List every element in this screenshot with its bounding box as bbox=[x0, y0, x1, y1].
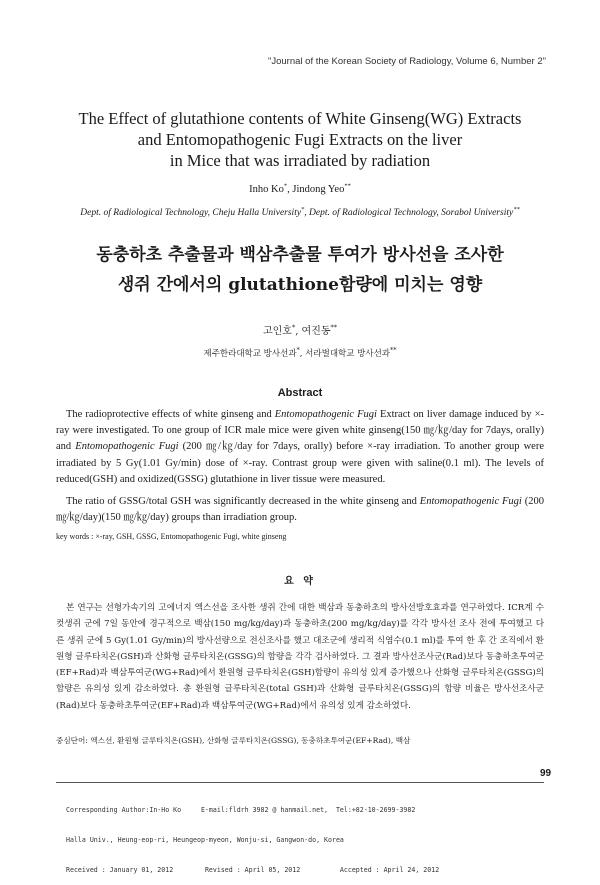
abstract-italic-term: Entomopathogenic Fugi bbox=[75, 441, 179, 453]
english-title-line: The Effect of glutathione contents of White Ginseng(WG) Extracts bbox=[78, 109, 522, 128]
abstract-italic-term: Entomopathogenic Fugi bbox=[274, 409, 377, 420]
affiliation-mark: * bbox=[301, 205, 305, 213]
abstract-text: The radioprotective effects of white ginseng and bbox=[66, 409, 275, 420]
page-number: 99 bbox=[540, 768, 552, 779]
affiliation-mark: * bbox=[291, 323, 296, 332]
journal-header: "Journal of the Korean Society of Radiology, Volume 6, Number 2" bbox=[267, 56, 546, 67]
affiliation-mark: ** bbox=[513, 205, 520, 213]
footer-divider bbox=[56, 782, 544, 783]
abstract-text: Extract on liver damage induced by ×-ray were investigated. To one group of ICR male mice were given white ginseng(150 ㎎/㎏/day for 7days, orally) and bbox=[56, 409, 544, 453]
author-name: Inho Ko bbox=[249, 184, 284, 195]
english-title bbox=[40, 108, 560, 171]
affiliation-mark: ** bbox=[390, 346, 397, 355]
abstract-body bbox=[56, 407, 544, 526]
affiliation-text: , 서라벌대학교 방사선과 bbox=[299, 349, 390, 359]
korean-title-line: 동충하초 추출물과 백삼추출물 투여가 방사선을 조사한 bbox=[96, 245, 504, 265]
abstract-text: (200 ㎎/㎏/day for 7days, orally) before ×-ray irradiation. To another group were irradiated by 5 Gy(1.01 Gy/min) dose of ×-ray. Contrast group were given with saline(0.1 ml). The levels of reduced(GSH) and oxidized(GSSG) glutathione in liver tissue were measured. bbox=[56, 441, 544, 485]
abstract-text: The ratio of GSSG/total GSH was significantly decreased in the white ginseng and bbox=[66, 496, 420, 508]
english-title-line: and Entomopathogenic Fugi Extracts on the liver bbox=[137, 130, 463, 149]
abstract-paragraph bbox=[56, 494, 544, 526]
affiliation-text: Dept. of Radiological Technology, Cheju Halla University bbox=[80, 208, 302, 218]
affiliation-text: 제주한라대학교 방사선과 bbox=[203, 349, 297, 359]
english-affiliations bbox=[20, 205, 580, 218]
english-authors bbox=[0, 184, 600, 195]
english-title-line: in Mice that was irradiated by radiation bbox=[169, 151, 431, 170]
abstract-text: (200 ㎎/㎏/day)(150 ㎎/㎏/day) groups than irradiation group. bbox=[56, 496, 545, 524]
affiliation-text: , Dept. of Radiological Technology, Sorabol University bbox=[304, 208, 514, 218]
author-separator: , bbox=[295, 326, 302, 337]
affiliation-mark: ** bbox=[344, 182, 351, 190]
korean-title bbox=[30, 240, 570, 300]
korean-title-line: 생쥐 간에서의 glutathione함량에 미치는 영향 bbox=[117, 275, 483, 295]
footer-line: Received : January 01, 2012 Revised : April 05, 2012 Accepted : April 24, 2012 bbox=[66, 866, 440, 874]
korean-affiliations bbox=[0, 347, 600, 359]
korean-keywords: 중심단어: 엑스선, 환원형 글루타치온(GSH), 산화형 글루타치온(GSSG), 동충하초투여군(EF+Rad), 백삼 bbox=[56, 736, 411, 745]
footer-line: Halla Univ., Heung-eop-ri, Heungeop-myeon, Wonju-si, Gangwon-do, Korea bbox=[66, 836, 344, 844]
abstract-paragraph bbox=[56, 407, 544, 488]
correspondence-footer bbox=[66, 785, 536, 885]
english-keywords: key words : ×-ray, GSH, GSSG, Entomopathogenic Fugi, white ginseng bbox=[56, 532, 287, 541]
affiliation-mark: * bbox=[283, 182, 288, 190]
abstract-italic-term: Entomopathogenic Fugi bbox=[419, 496, 522, 508]
author-name: 여진동 bbox=[301, 326, 331, 337]
author-separator: , bbox=[287, 184, 293, 195]
footer-line: Corresponding Author:In-Ho Ko E-mail:fldrh 3982 @ hanmail.net, Tel:+82-10-2699-3982 bbox=[66, 806, 416, 814]
author-name: Jindong Yeo bbox=[292, 184, 345, 195]
korean-abstract-body: 본 연구는 선형가속기의 고에너지 엑스선을 조사한 생쥐 간에 대한 백삼과 동충하초의 방사선방호효과를 연구하였다. ICR계 수컷생쥐 군에 7일 동안에 경구적으로 백삼(150 mg/kg/day)과 동충하초(200 mg/kg/day)를 각각 방사선 조사 전에 투여했고 다른 생쥐 군에 5 Gy(1.01 Gy/min)의 방사선량으로 전신조사를 했고 대조군에 생리적 식염수(0.1 ml)를 투여 한 후 간 조직에서 환원형 글루타치온(GSH)과 산화형 글루타치온(GSSG)의 함량을 각각 검사하였다. 그 결과 방사선조사군(Rad)보다 동충하초투여군(EF+Rad)과 백삼투여군(WG+Rad)에서 환원형 글루타치온(GSH)함량이 유의성 있게 증가했으나 산화형 글루타치온(GSSG)의 함량은 유의성 있게 감소하였다. 총 환원형 글루타치온(total GSH)과 산화형 글루타치온(GSSG)의 함량 비율은 방사선조사군(Rad)보다 동충하초투여군(EF+Rad)과 백삼투여군(WG+Rad)에서 유의성 있게 감소하였다. bbox=[56, 603, 544, 711]
korean-authors bbox=[0, 322, 600, 337]
affiliation-mark: * bbox=[296, 346, 300, 355]
abstract-heading: Abstract bbox=[277, 387, 323, 399]
author-name: 고인호 bbox=[262, 326, 292, 337]
korean-abstract-heading: 요 약 bbox=[284, 576, 316, 587]
affiliation-mark: ** bbox=[330, 323, 338, 332]
